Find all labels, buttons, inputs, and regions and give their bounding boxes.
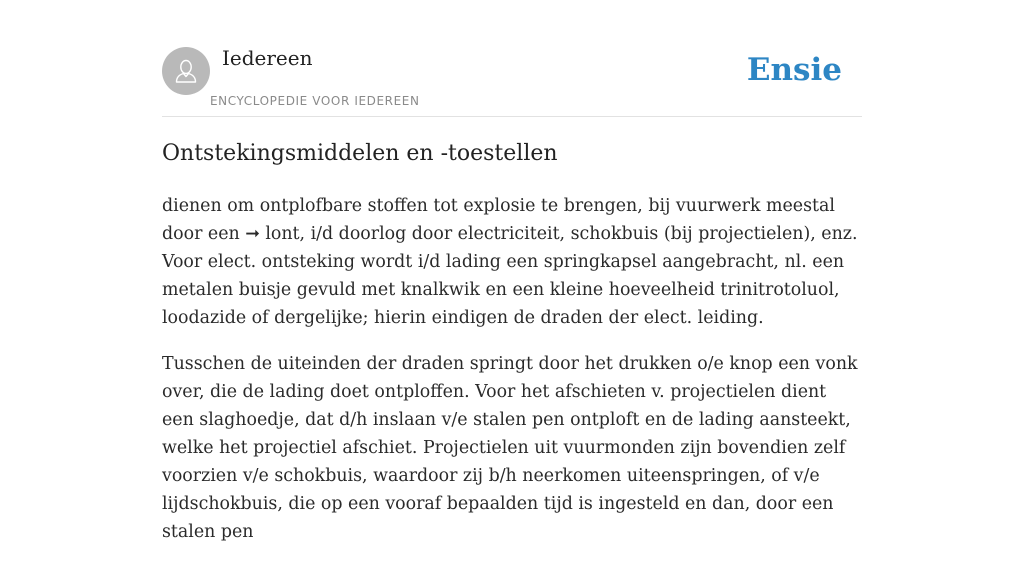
author-name[interactable]: Iedereen [222,46,313,70]
avatar[interactable] [162,47,210,95]
article-body [162,192,862,564]
site-subtitle: ENCYCLOPEDIE VOOR IEDEREEN [210,94,420,108]
article-paragraph: dienen om ontplofbare stoffen tot explosie te brengen, bij vuurwerk meestal door een ➞ lont, i/d doorlog door electriciteit, schokbuis (bij projectielen), enz. Voor elect. ontsteking wordt i/d lading een springkapsel aangebracht, nl. een metalen buisje gevuld met knalkwik en een kleine hoeveelheid trinitrotoluol, loodazide of dergelijke; hierin eindigen de draden der elect. leiding. [162,196,858,328]
site-header [162,0,862,117]
article-title: Ontstekingsmiddelen en -toestellen [162,141,558,166]
user-silhouette-icon [162,47,210,95]
article-paragraph: Tusschen de uiteinden der draden springt door het drukken o/e knop een vonk over, die de lading doet ontploffen. Voor het afschieten v. projectielen dient een slaghoedje, dat d/h inslaan v/e stalen pen ontploft en de lading aansteekt, welke het projectiel afschiet. Projectielen uit vuurmonden zijn bovendien zelf voorzien v/e schokbuis, waardoor zij b/h neerkomen uiteenspringen, of v/e lijdschokbuis, die op een vooraf bepaalden tijd is ingesteld en dan, door een stalen pen [162,354,858,542]
brand-logo[interactable]: Ensie [746,52,842,88]
